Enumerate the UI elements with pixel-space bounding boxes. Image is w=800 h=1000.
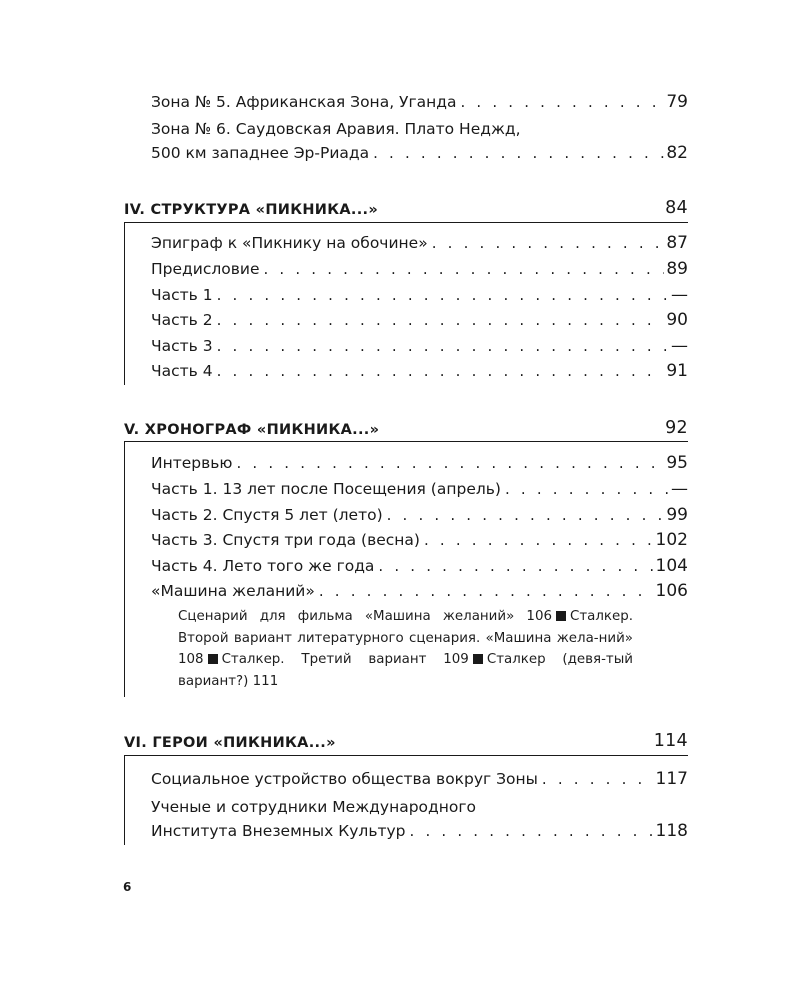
section-page: 92 [665,418,688,438]
toc-entry [151,257,688,281]
section-title: VI. ГЕРОИ «ПИКНИКА...» [124,735,336,751]
section-rule [124,441,688,442]
section-title: V. ХРОНОГРАФ «ПИКНИКА...» [124,422,380,438]
toc-entry-page: 90 [666,310,688,330]
toc-entry-page: 82 [666,143,688,163]
toc-entry [151,334,688,358]
toc-entry-page: 106 [655,581,688,601]
toc-entry-page: 91 [666,361,688,381]
square-bullet-icon [208,654,218,664]
toc-entry [151,231,688,255]
section-heading-v [124,410,688,438]
subentry: Сценарий для фильма «Машина желаний» 106 [178,609,552,624]
dot-leader [373,141,664,165]
toc-entry-title: Часть 4. Лето того же года [151,557,375,575]
toc-entry-title: Предисловие [151,260,260,278]
toc-entry-zone-5 [151,90,688,114]
toc-entry [151,308,688,332]
toc-entry-title: Часть 2. Спустя 5 лет (лето) [151,506,383,524]
toc-entry-page: 104 [655,556,688,576]
toc-entry-page: 87 [666,233,688,253]
dot-leader [319,579,654,603]
toc-entry [151,283,688,307]
subentries-summary [178,606,633,692]
section-heading-vi [124,723,688,751]
square-bullet-icon [556,611,566,621]
toc-entry-page: — [671,336,688,356]
toc-entry-title: Часть 3. Спустя три года (весна) [151,531,420,549]
section-page: 84 [665,198,688,218]
toc-entry [151,528,688,552]
section-page: 114 [653,731,688,751]
toc-entry-page: 118 [655,821,688,841]
toc-entry-title: Часть 1 [151,286,213,304]
toc-entry [151,554,688,578]
toc-entry-title: Интервью [151,454,233,472]
toc-entry-title: Эпиграф к «Пикнику на обочине» [151,234,428,252]
toc-entry-title-line2: Института Внеземных Культур [151,822,406,840]
toc-entry-page: 102 [655,530,688,550]
dot-leader [217,359,665,383]
square-bullet-icon [473,654,483,664]
dot-leader [378,554,653,578]
dot-leader [217,308,665,332]
section-rule [124,222,688,223]
dot-leader [387,503,665,527]
toc-entry-page: 89 [666,259,688,279]
dot-leader [217,334,669,358]
subentry: Сталкер (девя-тый вариант?) 111 [178,652,634,689]
toc-entry [151,767,688,791]
dot-leader [424,528,654,552]
toc-entry-page: 79 [666,92,688,112]
toc-entry-title: Часть 1. 13 лет после Посещения (апрель) [151,480,501,498]
subentry: Сталкер. Второй вариант литературного сценария. «Машина жела-ний» 108 [178,609,633,667]
dot-leader [460,90,664,114]
toc-entry [151,795,688,843]
section-rule [124,755,688,756]
toc-entry-title: Часть 3 [151,337,213,355]
section-title: IV. СТРУКТУРА «ПИКНИКА...» [124,202,378,218]
toc-entry [151,359,688,383]
dot-leader [236,451,664,475]
toc-entry-title-line2: 500 км западнее Эр-Риада [151,144,370,162]
toc-entry-title: Зона № 5. Африканская Зона, Уганда [151,93,457,111]
toc-entry-title: Часть 2 [151,311,213,329]
dot-leader [542,767,654,791]
toc-entry-title-line1: Зона № 6. Саудовская Аравия. Плато Неджд, [151,120,521,138]
dot-leader [410,819,654,843]
section-heading-iv [124,190,688,218]
toc-entry-zone-6 [151,117,688,165]
section-vertical-rule [124,441,125,697]
dot-leader [432,231,665,255]
toc-entry [151,477,688,501]
toc-entry-page: 99 [666,505,688,525]
toc-entry-title: Часть 4 [151,362,213,380]
toc-entry-title: «Машина желаний» [151,582,315,600]
toc-entry [151,503,688,527]
dot-leader [217,283,669,307]
section-vertical-rule [124,755,125,845]
toc-entry-title-line1: Ученые и сотрудники Международного [151,798,476,816]
page-number: 6 [123,880,132,894]
toc-entry-page: 117 [655,769,688,789]
toc-entry-page: — [671,479,688,499]
section-vertical-rule [124,222,125,385]
toc-entry-title: Социальное устройство общества вокруг Зоны [151,770,538,788]
dot-leader [505,477,669,501]
toc-entry [151,579,688,603]
subentry: Сталкер. Третий вариант 109 [221,652,469,667]
toc-entry-page: 95 [666,453,688,473]
toc-entry-page: — [671,285,688,305]
dot-leader [263,257,664,281]
toc-entry [151,451,688,475]
